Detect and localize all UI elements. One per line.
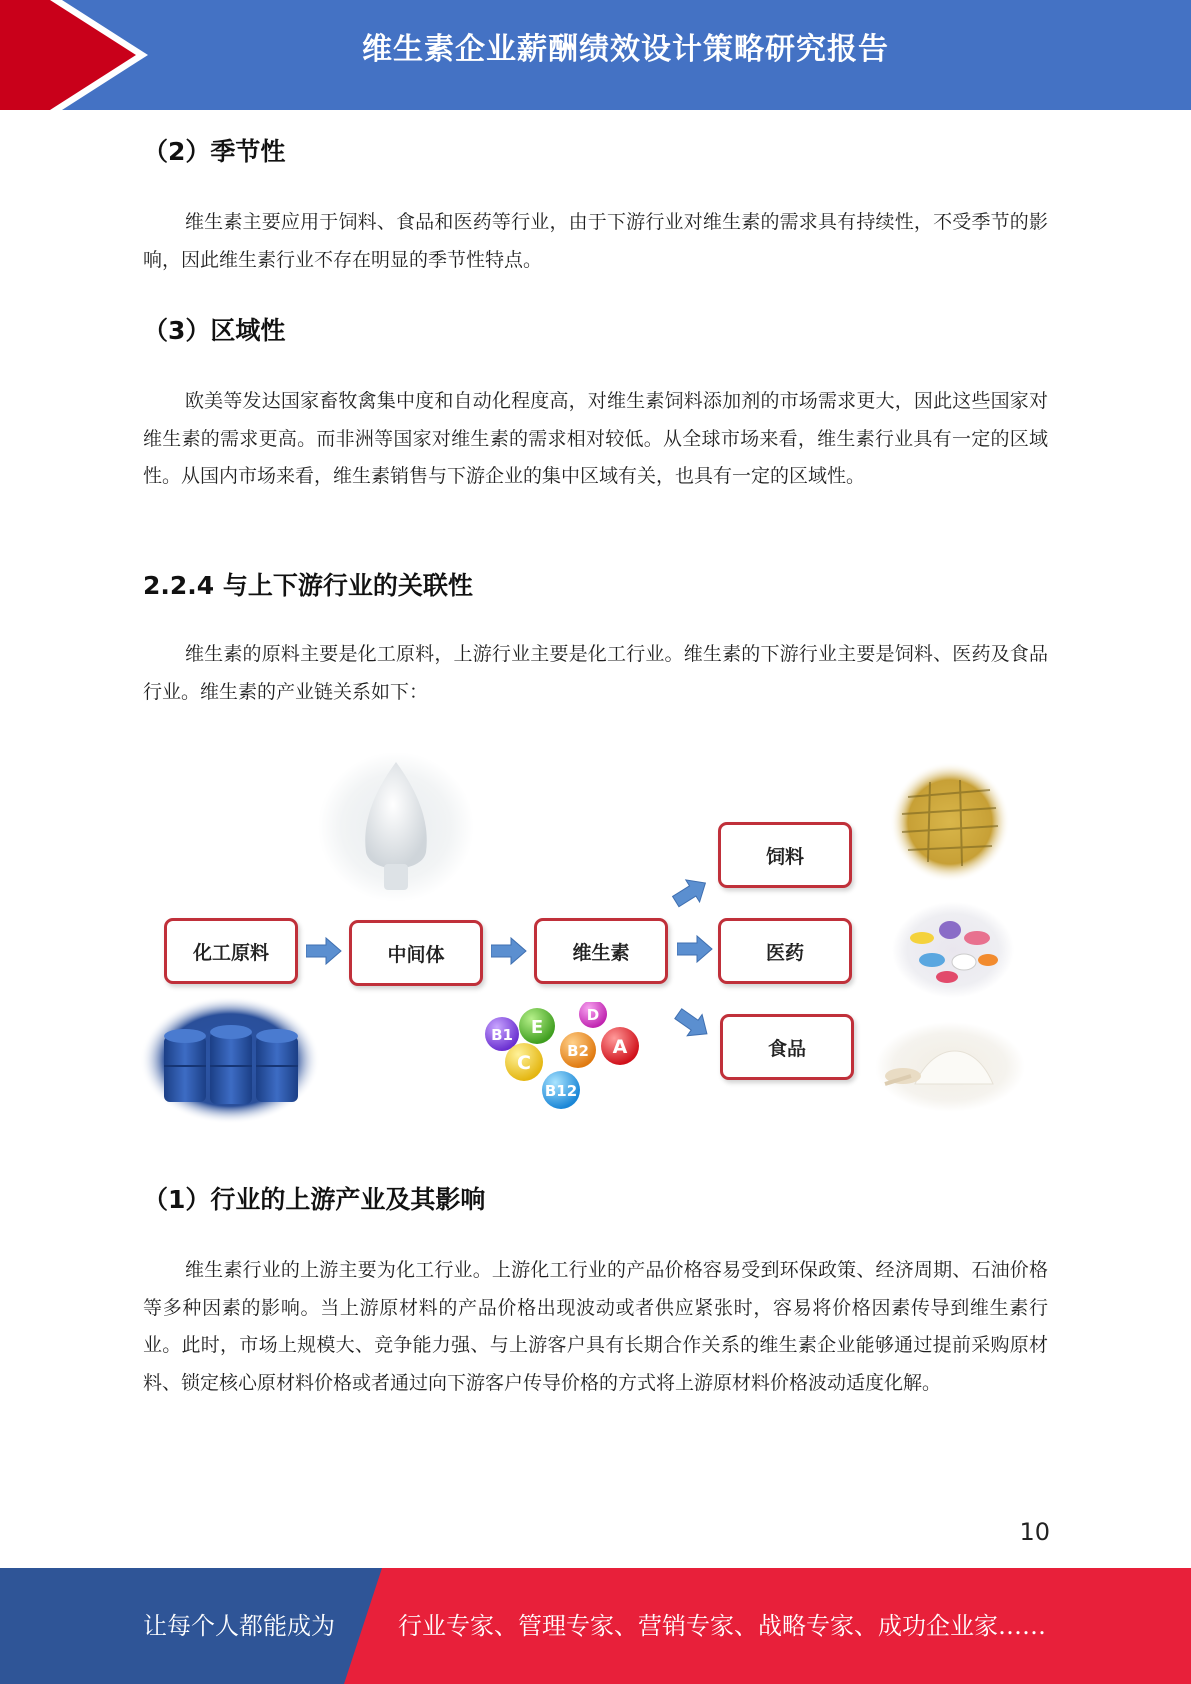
node-intermediate: 中间体 xyxy=(349,920,483,986)
heading-upstream: （1）行业的上游产业及其影响 xyxy=(143,1185,486,1214)
arrow-down-right-icon xyxy=(672,1006,714,1042)
footer-slogan-right: 行业专家、管理专家、营销专家、战略专家、成功企业家…… xyxy=(398,1612,1046,1640)
node-medicine: 医药 xyxy=(718,918,852,984)
node-food: 食品 xyxy=(720,1014,854,1080)
page-number: 10 xyxy=(1019,1518,1050,1546)
page-footer xyxy=(0,1568,1191,1684)
vitamin-b12-label: B12 xyxy=(544,1082,578,1100)
pills-photo xyxy=(892,902,1014,998)
paragraph-seasonality: 维生素主要应用于饲料、食品和医药等行业，由于下游行业对维生素的需求具有持续性，不受季节的影响，因此维生素行业不存在明显的季节性特点。 xyxy=(143,211,1048,271)
heading-correlation: 2.2.4 与上下游行业的关联性 xyxy=(143,571,473,600)
industry-chain-diagram xyxy=(140,752,1052,1124)
vitamin-c-label: C xyxy=(517,1052,531,1074)
heading-regionality: （3）区域性 xyxy=(143,316,286,345)
vitamin-b2-label: B2 xyxy=(567,1042,589,1060)
chemical-barrels-photo xyxy=(140,996,320,1124)
page-header xyxy=(0,0,1191,110)
vitamin-balls-photo xyxy=(480,1002,650,1124)
node-chemical-raw-material: 化工原料 xyxy=(164,918,298,984)
node-vitamin: 维生素 xyxy=(534,918,668,984)
arrow-right-icon xyxy=(677,934,713,964)
arrow-up-right-icon xyxy=(670,874,712,910)
paragraph-upstream: 维生素行业的上游主要为化工行业。上游化工行业的产品价格容易受到环保政策、经济周期、石油价格等多种因素的影响。当上游原材料的产品价格出现波动或者供应紧张时，容易将价格因素传导到维生素行业。此时，市场上规模大、竞争能力强、与上游客户具有长期合作关系的维生素企业能够通过提前采购原材料、锁定核心原材料价格或者通过向下游客户传导价格的方式将上游原材料价格波动适度化解。 xyxy=(143,1259,1048,1394)
arrow-right-icon xyxy=(306,936,342,966)
vitamin-a-label: A xyxy=(612,1036,628,1058)
vitamin-b1-label: B1 xyxy=(491,1026,513,1044)
vitamin-d-label: D xyxy=(586,1006,600,1024)
paragraph-correlation: 维生素的原料主要是化工原料，上游行业主要是化工行业。维生素的下游行业主要是饲料、医药及食品行业。维生素的产业链关系如下： xyxy=(143,643,1048,703)
paragraph-regionality: 欧美等发达国家畜牧禽集中度和自动化程度高，对维生素饲料添加剂的市场需求更大，因此这些国家对维生素的需求更高。而非洲等国家对维生素的需求相对较低。从全球市场来看，维生素行业具有一定的区域性。从国内市场来看，维生素销售与下游企业的集中区域有关，也具有一定的区域性。 xyxy=(143,390,1048,487)
feed-bags-photo xyxy=(890,762,1010,882)
heading-seasonality: （2）季节性 xyxy=(143,137,286,166)
report-title: 维生素企业薪酬绩效设计策略研究报告 xyxy=(362,32,889,67)
vitamin-e-label: E xyxy=(530,1017,544,1038)
footer-slogan-left: 让每个人都能成为 xyxy=(143,1612,335,1640)
milk-powder-photo xyxy=(875,1022,1025,1112)
node-feed: 饲料 xyxy=(718,822,852,888)
powder-photo xyxy=(318,752,474,902)
arrow-right-icon xyxy=(491,936,527,966)
